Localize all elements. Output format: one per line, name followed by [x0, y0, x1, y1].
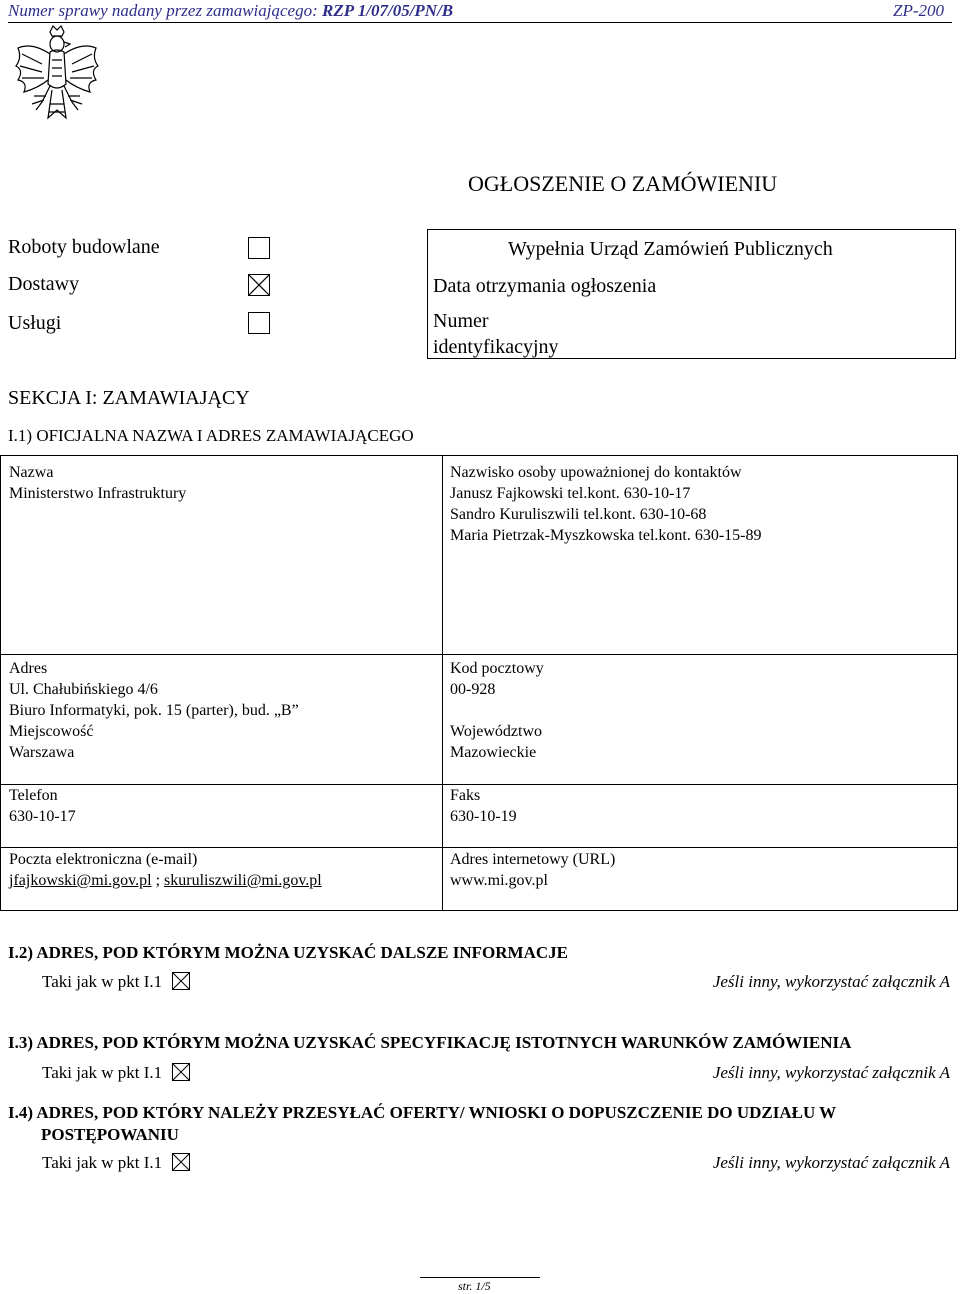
url-label: Adres internetowy (URL) — [450, 851, 616, 868]
phone-value: 630-10-17 — [9, 808, 76, 825]
section-i2-same-as — [42, 972, 190, 992]
postal-label: Kod pocztowy — [450, 660, 544, 677]
section-i3-title: I.3) ADRES, POD KTÓRYM MOŻNA UZYSKAĆ SPECYFIKACJĘ ISTOTNYCH WARUNKÓW ZAMÓWIENIA — [8, 1033, 852, 1052]
id-number-label: Numer identyfikacyjny — [433, 310, 559, 358]
postal-value: 00-928 — [450, 681, 496, 698]
name-cell — [9, 462, 186, 504]
type-works-label: Roboty budowlane — [8, 236, 160, 258]
contact-line: Maria Pietrzak-Myszkowska tel.kont. 630-15-89 — [450, 527, 762, 544]
section-i2-title: I.2) ADRES, POD KTÓRYM MOŻNA UZYSKAĆ DALSZE INFORMACJE — [8, 943, 568, 962]
same-as-label: Taki jak w pkt I.1 — [42, 1153, 163, 1172]
contractor-table — [0, 455, 958, 911]
checked-cross-icon — [173, 973, 189, 989]
address-line1: Ul. Chałubińskiego 4/6 — [9, 681, 158, 698]
province-label: Województwo — [450, 723, 543, 740]
type-services-label: Usługi — [8, 312, 62, 334]
postal-cell — [450, 658, 544, 763]
fax-value: 630-10-19 — [450, 808, 517, 825]
uzp-box — [427, 229, 956, 359]
phone-label: Telefon — [9, 787, 58, 804]
url-cell — [450, 849, 615, 891]
email-link-1[interactable]: jfajkowski@mi.gov.pl — [9, 872, 152, 889]
uzp-heading: Wypełnia Urząd Zamówień Publicznych — [508, 238, 833, 260]
checked-cross-icon — [249, 275, 269, 295]
page-number: str. 1/5 — [458, 1279, 491, 1293]
section-i3-same-as — [42, 1063, 190, 1083]
same-as-label: Taki jak w pkt I.1 — [42, 1063, 163, 1082]
page-header — [8, 0, 952, 23]
checked-cross-icon — [173, 1064, 189, 1080]
email-cell — [9, 849, 322, 891]
contact-line: Sandro Kuruliszwili tel.kont. 630-10-68 — [450, 506, 707, 523]
section-i4-title-line1: I.4) ADRES, POD KTÓRY NALEŻY PRZESYŁAĆ OFERTY/ WNIOSKI O DOPUSZCZENIE DO UDZIAŁU W — [8, 1103, 837, 1122]
section-i4-other: Jeśli inny, wykorzystać załącznik A — [712, 1153, 950, 1172]
city-value: Warszawa — [9, 744, 75, 761]
type-services-checkbox[interactable] — [248, 312, 270, 334]
checked-cross-icon — [173, 1154, 189, 1170]
received-date-label: Data otrzymania ogłoszenia — [433, 275, 657, 297]
case-number-line — [8, 1, 453, 21]
section-title: SEKCJA I: ZAMAWIAJĄCY — [8, 387, 250, 409]
city-label: Miejscowość — [9, 723, 94, 740]
fax-cell — [450, 785, 517, 827]
subsection-title: I.1) OFICJALNA NAZWA I ADRES ZAMAWIAJĄCEGO — [8, 426, 414, 445]
province-value: Mazowieckie — [450, 744, 537, 761]
eagle-emblem-icon — [12, 24, 102, 128]
form-code: ZP-200 — [893, 1, 944, 20]
same-as-checkbox[interactable] — [172, 1153, 190, 1171]
phone-cell — [9, 785, 76, 827]
name-label: Nazwa — [9, 464, 54, 481]
section-i2-other: Jeśli inny, wykorzystać załącznik A — [712, 972, 950, 991]
email-link-2[interactable]: skuruliszwili@mi.gov.pl — [164, 872, 322, 889]
address-label: Adres — [9, 660, 48, 677]
document-title: OGŁOSZENIE O ZAMÓWIENIU — [468, 171, 778, 196]
contact-line: Janusz Fajkowski tel.kont. 630-10-17 — [450, 485, 691, 502]
footer-divider — [420, 1277, 540, 1278]
fax-label: Faks — [450, 787, 481, 804]
type-works-checkbox[interactable] — [248, 237, 270, 259]
column-divider — [442, 456, 443, 910]
type-supplies-checkbox[interactable] — [248, 274, 270, 296]
case-number-value: RZP 1/07/05/PN/B — [322, 1, 454, 20]
same-as-checkbox[interactable] — [172, 1063, 190, 1081]
email-label: Poczta elektroniczna (e-mail) — [9, 851, 198, 868]
contacts-cell — [450, 462, 761, 546]
section-i3-other: Jeśli inny, wykorzystać załącznik A — [712, 1063, 950, 1082]
contacts-label: Nazwisko osoby upoważnionej do kontaktów — [450, 464, 742, 481]
type-supplies-label: Dostawy — [8, 273, 80, 295]
same-as-checkbox[interactable] — [172, 972, 190, 990]
name-value: Ministerstwo Infrastruktury — [9, 485, 187, 502]
url-value: www.mi.gov.pl — [450, 872, 548, 889]
case-number-label: Numer sprawy nadany przez zamawiającego: — [8, 1, 318, 20]
row-divider — [1, 847, 957, 848]
row-divider — [1, 654, 957, 655]
section-i4-same-as — [42, 1153, 190, 1173]
address-cell — [9, 658, 299, 763]
section-i4-title-line2: POSTĘPOWANIU — [41, 1125, 179, 1144]
email-separator: ; — [151, 872, 165, 889]
address-line2: Biuro Informatyki, pok. 15 (parter), bud. „B” — [9, 702, 299, 719]
same-as-label: Taki jak w pkt I.1 — [42, 972, 163, 991]
